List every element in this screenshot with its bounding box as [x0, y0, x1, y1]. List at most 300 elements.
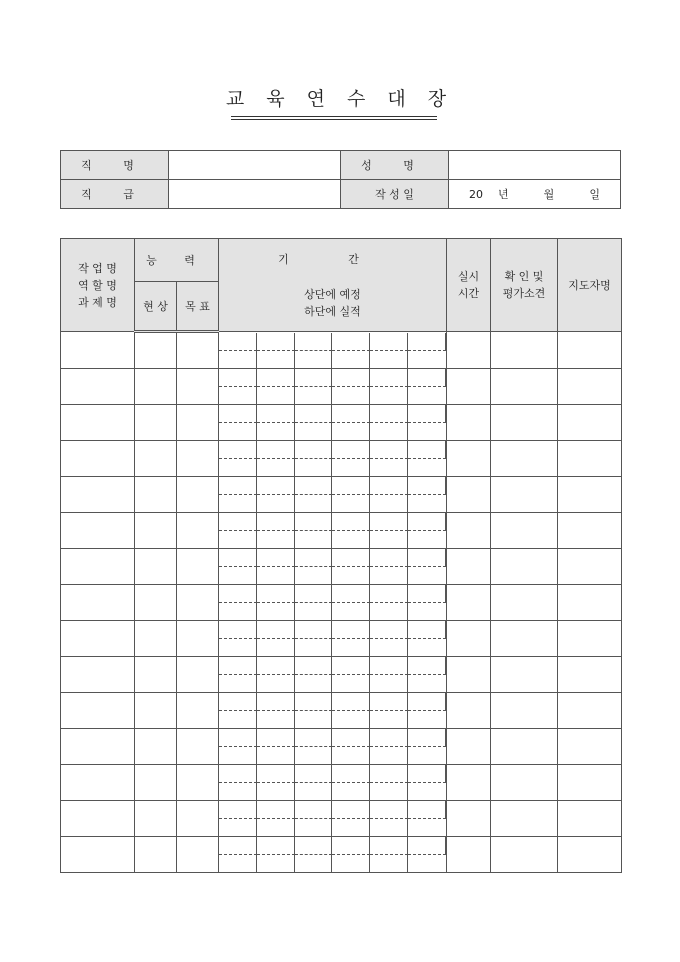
period-actual-slot[interactable] — [219, 351, 257, 368]
confirm-cell[interactable] — [491, 765, 558, 801]
ability-current-cell[interactable] — [135, 801, 177, 837]
period-planned-slot[interactable] — [219, 765, 257, 783]
period-actual-slot[interactable] — [370, 459, 408, 476]
name-label: 성 명 — [341, 151, 449, 180]
task-cell[interactable] — [61, 801, 135, 837]
task-cell[interactable] — [61, 657, 135, 693]
period-actual-slot[interactable] — [295, 567, 333, 584]
period-actual-slot[interactable] — [257, 459, 295, 476]
period-actual-slot[interactable] — [370, 819, 408, 836]
period-actual-slot[interactable] — [219, 567, 257, 584]
period-actual-slot[interactable] — [295, 531, 333, 548]
period-planned-slot[interactable] — [332, 405, 370, 423]
confirm-cell[interactable] — [491, 332, 558, 369]
period-planned-slot[interactable] — [370, 765, 408, 783]
hours-cell[interactable] — [447, 549, 491, 585]
period-cell[interactable] — [219, 765, 447, 801]
period-planned-slot[interactable] — [408, 729, 446, 747]
instructor-cell[interactable] — [558, 369, 622, 405]
task-cell[interactable] — [61, 729, 135, 765]
period-cell[interactable] — [219, 549, 447, 585]
period-actual-slot[interactable] — [295, 639, 333, 656]
period-actual-slot[interactable] — [370, 711, 408, 728]
ability-target-cell[interactable] — [177, 801, 219, 837]
period-actual-slot[interactable] — [332, 855, 370, 872]
confirm-cell[interactable] — [491, 441, 558, 477]
period-actual-slot[interactable] — [219, 783, 257, 800]
ability-target-cell[interactable] — [177, 729, 219, 765]
ability-target-cell[interactable] — [177, 549, 219, 585]
period-planned-slot[interactable] — [332, 549, 370, 567]
header-hours — [447, 239, 491, 332]
period-cell[interactable] — [219, 837, 447, 873]
period-planned-slot[interactable] — [295, 585, 333, 603]
instructor-cell[interactable] — [558, 441, 622, 477]
period-planned-slot[interactable] — [370, 369, 408, 387]
period-actual-slot[interactable] — [332, 423, 370, 440]
instructor-cell[interactable] — [558, 513, 622, 549]
log-row — [61, 332, 622, 369]
period-planned-slot[interactable] — [408, 585, 446, 603]
period-planned-slot[interactable] — [408, 477, 446, 495]
period-planned-slot[interactable] — [257, 477, 295, 495]
period-planned-slot[interactable] — [257, 405, 295, 423]
ability-target-cell[interactable] — [177, 441, 219, 477]
period-planned-slot[interactable] — [219, 837, 257, 855]
period-cell[interactable] — [219, 477, 447, 513]
period-planned-slot[interactable] — [295, 837, 333, 855]
ability-target-cell[interactable] — [177, 369, 219, 405]
period-planned-slot[interactable] — [332, 837, 370, 855]
period-planned-slot[interactable] — [257, 549, 295, 567]
period-planned-slot[interactable] — [370, 477, 408, 495]
period-planned-slot[interactable] — [219, 801, 257, 819]
period-planned-slot[interactable] — [219, 585, 257, 603]
period-actual-slot[interactable] — [257, 351, 295, 368]
hours-cell[interactable] — [447, 513, 491, 549]
period-planned-slot[interactable] — [332, 729, 370, 747]
ability-current-cell[interactable] — [135, 549, 177, 585]
period-actual-slot[interactable] — [219, 531, 257, 548]
period-planned-slot[interactable] — [257, 513, 295, 531]
period-planned-slot[interactable] — [219, 333, 257, 351]
confirm-cell[interactable] — [491, 513, 558, 549]
hours-cell[interactable] — [447, 801, 491, 837]
hours-cell[interactable] — [447, 621, 491, 657]
period-planned-slot[interactable] — [219, 513, 257, 531]
ability-current-cell[interactable] — [135, 621, 177, 657]
period-actual-slot[interactable] — [257, 495, 295, 512]
hours-cell[interactable] — [447, 657, 491, 693]
period-actual-slot[interactable] — [257, 423, 295, 440]
period-actual-slot[interactable] — [219, 603, 257, 620]
period-actual-slot[interactable] — [295, 855, 333, 872]
instructor-cell[interactable] — [558, 837, 622, 873]
period-actual-slot[interactable] — [332, 639, 370, 656]
period-actual-slot[interactable] — [332, 819, 370, 836]
hours-cell[interactable] — [447, 369, 491, 405]
log-row — [61, 621, 622, 657]
period-planned-slot[interactable] — [295, 729, 333, 747]
period-actual-slot[interactable] — [257, 855, 295, 872]
instructor-cell[interactable] — [558, 585, 622, 621]
period-actual-slot[interactable] — [219, 819, 257, 836]
period-actual-slot[interactable] — [408, 711, 446, 728]
hours-cell[interactable] — [447, 405, 491, 441]
ability-current-cell[interactable] — [135, 837, 177, 873]
period-actual-slot[interactable] — [332, 531, 370, 548]
period-planned-slot[interactable] — [332, 585, 370, 603]
period-planned-slot[interactable] — [332, 657, 370, 675]
ability-target-cell[interactable] — [177, 405, 219, 441]
task-cell[interactable] — [61, 693, 135, 729]
period-planned-slot[interactable] — [370, 621, 408, 639]
period-actual-slot[interactable] — [408, 387, 446, 404]
period-planned-slot[interactable] — [295, 693, 333, 711]
ability-current-cell[interactable] — [135, 405, 177, 441]
hours-cell[interactable] — [447, 477, 491, 513]
confirm-cell[interactable] — [491, 621, 558, 657]
period-actual-slot[interactable] — [257, 603, 295, 620]
period-actual-slot[interactable] — [332, 387, 370, 404]
period-actual-slot[interactable] — [370, 747, 408, 764]
period-planned-slot[interactable] — [332, 441, 370, 459]
period-actual-slot[interactable] — [295, 711, 333, 728]
period-planned-slot[interactable] — [219, 729, 257, 747]
period-planned-slot[interactable] — [408, 549, 446, 567]
period-actual-slot[interactable] — [219, 747, 257, 764]
period-actual-slot[interactable] — [370, 423, 408, 440]
period-actual-slot[interactable] — [257, 747, 295, 764]
period-planned-slot[interactable] — [370, 405, 408, 423]
task-cell[interactable] — [61, 585, 135, 621]
confirm-cell[interactable] — [491, 405, 558, 441]
ability-current-cell[interactable] — [135, 477, 177, 513]
period-cell[interactable] — [219, 621, 447, 657]
period-actual-slot[interactable] — [219, 423, 257, 440]
period-planned-slot[interactable] — [295, 621, 333, 639]
period-planned-slot[interactable] — [332, 765, 370, 783]
hours-cell[interactable] — [447, 837, 491, 873]
confirm-cell[interactable] — [491, 369, 558, 405]
log-row — [61, 657, 622, 693]
period-actual-slot[interactable] — [408, 819, 446, 836]
period-actual-slot[interactable] — [332, 603, 370, 620]
period-actual-slot[interactable] — [332, 495, 370, 512]
ability-target-cell[interactable] — [177, 837, 219, 873]
ability-target-cell[interactable] — [177, 585, 219, 621]
period-planned-slot[interactable] — [219, 693, 257, 711]
task-cell[interactable] — [61, 369, 135, 405]
confirm-cell[interactable] — [491, 585, 558, 621]
task-cell[interactable] — [61, 765, 135, 801]
ability-target-cell[interactable] — [177, 657, 219, 693]
period-planned-slot[interactable] — [408, 369, 446, 387]
period-planned-slot[interactable] — [408, 693, 446, 711]
period-planned-slot[interactable] — [219, 369, 257, 387]
period-planned-slot[interactable] — [408, 657, 446, 675]
period-actual-slot[interactable] — [332, 351, 370, 368]
confirm-cell[interactable] — [491, 477, 558, 513]
period-planned-slot[interactable] — [257, 441, 295, 459]
period-actual-slot[interactable] — [295, 495, 333, 512]
period-actual-slot[interactable] — [370, 675, 408, 692]
ability-current-cell[interactable] — [135, 513, 177, 549]
period-actual-slot[interactable] — [295, 747, 333, 764]
period-actual-slot[interactable] — [295, 675, 333, 692]
header-hours-line: 시간 — [457, 287, 480, 300]
period-actual-slot[interactable] — [295, 459, 333, 476]
period-planned-slot[interactable] — [408, 333, 446, 351]
period-planned-slot[interactable] — [408, 405, 446, 423]
period-actual-slot[interactable] — [408, 567, 446, 584]
period-planned-slot[interactable] — [295, 369, 333, 387]
period-actual-slot[interactable] — [295, 387, 333, 404]
period-actual-slot[interactable] — [219, 387, 257, 404]
period-actual-slot[interactable] — [219, 855, 257, 872]
period-planned-slot[interactable] — [332, 513, 370, 531]
period-planned-slot[interactable] — [370, 441, 408, 459]
period-actual-slot[interactable] — [257, 387, 295, 404]
period-actual-slot[interactable] — [408, 531, 446, 548]
period-actual-slot[interactable] — [295, 423, 333, 440]
period-actual-slot[interactable] — [408, 351, 446, 368]
ability-current-cell[interactable] — [135, 657, 177, 693]
hours-cell[interactable] — [447, 765, 491, 801]
period-planned-slot[interactable] — [257, 621, 295, 639]
instructor-cell[interactable] — [558, 549, 622, 585]
task-cell[interactable] — [61, 332, 135, 369]
period-cell[interactable] — [219, 369, 447, 405]
period-actual-slot[interactable] — [295, 819, 333, 836]
period-actual-slot[interactable] — [370, 783, 408, 800]
period-actual-slot[interactable] — [257, 711, 295, 728]
period-cell[interactable] — [219, 585, 447, 621]
period-actual-slot[interactable] — [408, 423, 446, 440]
period-planned-slot[interactable] — [408, 441, 446, 459]
hours-cell[interactable] — [447, 693, 491, 729]
hours-cell[interactable] — [447, 585, 491, 621]
task-cell[interactable] — [61, 837, 135, 873]
period-actual-slot[interactable] — [219, 711, 257, 728]
period-planned-slot[interactable] — [370, 585, 408, 603]
task-cell[interactable] — [61, 621, 135, 657]
period-planned-slot[interactable] — [370, 657, 408, 675]
instructor-cell[interactable] — [558, 729, 622, 765]
period-cell[interactable] — [219, 693, 447, 729]
period-planned-slot[interactable] — [295, 801, 333, 819]
period-planned-slot[interactable] — [332, 369, 370, 387]
task-cell[interactable] — [61, 513, 135, 549]
period-planned-slot[interactable] — [332, 693, 370, 711]
instructor-cell[interactable] — [558, 621, 622, 657]
period-actual-slot[interactable] — [295, 351, 333, 368]
period-actual-slot[interactable] — [370, 603, 408, 620]
period-cell[interactable] — [219, 441, 447, 477]
period-cell[interactable] — [219, 801, 447, 837]
confirm-cell[interactable] — [491, 729, 558, 765]
period-planned-slot[interactable] — [370, 801, 408, 819]
period-planned-slot[interactable] — [295, 441, 333, 459]
instructor-cell[interactable] — [558, 801, 622, 837]
confirm-cell[interactable] — [491, 657, 558, 693]
period-planned-slot[interactable] — [332, 477, 370, 495]
period-actual-slot[interactable] — [257, 783, 295, 800]
period-actual-slot[interactable] — [219, 639, 257, 656]
ability-current-cell[interactable] — [135, 729, 177, 765]
period-planned-slot[interactable] — [332, 801, 370, 819]
period-planned-slot[interactable] — [408, 621, 446, 639]
period-actual-slot[interactable] — [332, 783, 370, 800]
hours-cell[interactable] — [447, 729, 491, 765]
period-planned-slot[interactable] — [257, 801, 295, 819]
period-actual-slot[interactable] — [370, 387, 408, 404]
period-actual-slot[interactable] — [408, 639, 446, 656]
period-planned-slot[interactable] — [295, 765, 333, 783]
ability-target-cell[interactable] — [177, 621, 219, 657]
confirm-cell[interactable] — [491, 693, 558, 729]
period-actual-slot[interactable] — [408, 747, 446, 764]
period-planned-slot[interactable] — [332, 621, 370, 639]
ability-target-cell[interactable] — [177, 765, 219, 801]
task-cell[interactable] — [61, 477, 135, 513]
period-actual-slot[interactable] — [408, 675, 446, 692]
period-planned-slot[interactable] — [332, 333, 370, 351]
period-actual-slot[interactable] — [370, 639, 408, 656]
ability-target-cell[interactable] — [177, 477, 219, 513]
period-planned-slot[interactable] — [295, 333, 333, 351]
confirm-cell[interactable] — [491, 549, 558, 585]
period-actual-slot[interactable] — [370, 351, 408, 368]
period-planned-slot[interactable] — [219, 621, 257, 639]
period-planned-slot[interactable] — [370, 837, 408, 855]
period-planned-slot[interactable] — [370, 333, 408, 351]
period-actual-slot[interactable] — [257, 675, 295, 692]
page-title: 교 육 연 수 대 장 — [225, 88, 455, 110]
confirm-cell[interactable] — [491, 801, 558, 837]
period-actual-slot[interactable] — [370, 495, 408, 512]
ability-target-cell[interactable] — [177, 513, 219, 549]
period-actual-slot[interactable] — [257, 819, 295, 836]
period-planned-slot[interactable] — [219, 549, 257, 567]
period-cell[interactable] — [219, 729, 447, 765]
period-planned-slot[interactable] — [295, 657, 333, 675]
period-planned-slot[interactable] — [295, 405, 333, 423]
ability-current-cell[interactable] — [135, 765, 177, 801]
period-actual-slot[interactable] — [408, 495, 446, 512]
header-task-line: 역 할 명 — [78, 278, 117, 292]
task-cell[interactable] — [61, 441, 135, 477]
instructor-cell[interactable] — [558, 657, 622, 693]
period-planned-slot[interactable] — [408, 801, 446, 819]
period-planned-slot[interactable] — [370, 729, 408, 747]
period-planned-slot[interactable] — [408, 513, 446, 531]
period-planned-slot[interactable] — [295, 549, 333, 567]
period-actual-slot[interactable] — [370, 855, 408, 872]
period-actual-slot[interactable] — [332, 711, 370, 728]
ability-target-cell[interactable] — [177, 693, 219, 729]
period-planned-slot[interactable] — [219, 441, 257, 459]
period-planned-slot[interactable] — [295, 513, 333, 531]
name-field[interactable] — [449, 151, 621, 180]
period-actual-slot[interactable] — [295, 603, 333, 620]
ability-current-cell[interactable] — [135, 332, 177, 369]
instructor-cell[interactable] — [558, 693, 622, 729]
ability-target-cell[interactable] — [177, 332, 219, 369]
period-actual-slot[interactable] — [257, 531, 295, 548]
period-actual-slot[interactable] — [219, 495, 257, 512]
period-actual-slot[interactable] — [332, 747, 370, 764]
log-row — [61, 765, 622, 801]
period-planned-slot[interactable] — [408, 837, 446, 855]
period-actual-slot[interactable] — [408, 603, 446, 620]
period-actual-slot[interactable] — [219, 675, 257, 692]
period-planned-slot[interactable] — [219, 657, 257, 675]
period-actual-slot[interactable] — [408, 855, 446, 872]
period-actual-slot[interactable] — [219, 459, 257, 476]
period-planned-slot[interactable] — [257, 765, 295, 783]
period-planned-slot[interactable] — [257, 657, 295, 675]
ability-current-cell[interactable] — [135, 369, 177, 405]
period-actual-slot[interactable] — [257, 567, 295, 584]
hours-cell[interactable] — [447, 332, 491, 369]
period-cell[interactable] — [219, 657, 447, 693]
instructor-cell[interactable] — [558, 332, 622, 369]
ability-current-cell[interactable] — [135, 585, 177, 621]
period-actual-slot[interactable] — [370, 567, 408, 584]
period-planned-slot[interactable] — [219, 477, 257, 495]
header-task — [61, 239, 135, 332]
period-actual-slot[interactable] — [408, 783, 446, 800]
period-actual-slot[interactable] — [257, 639, 295, 656]
period-planned-slot[interactable] — [257, 729, 295, 747]
period-planned-slot[interactable] — [295, 477, 333, 495]
period-planned-slot[interactable] — [370, 513, 408, 531]
period-actual-slot[interactable] — [332, 675, 370, 692]
period-actual-slot[interactable] — [370, 531, 408, 548]
job-title-field[interactable] — [169, 151, 341, 180]
period-planned-slot[interactable] — [257, 333, 295, 351]
period-planned-slot[interactable] — [257, 585, 295, 603]
period-cell[interactable] — [219, 513, 447, 549]
task-cell[interactable] — [61, 405, 135, 441]
period-planned-slot[interactable] — [257, 693, 295, 711]
period-actual-slot[interactable] — [295, 783, 333, 800]
hours-cell[interactable] — [447, 441, 491, 477]
rank-field[interactable] — [169, 180, 341, 209]
instructor-cell[interactable] — [558, 477, 622, 513]
instructor-cell[interactable] — [558, 405, 622, 441]
ability-current-cell[interactable] — [135, 693, 177, 729]
period-planned-slot[interactable] — [370, 693, 408, 711]
period-cell[interactable] — [219, 332, 447, 369]
period-actual-slot[interactable] — [332, 459, 370, 476]
period-actual-slot[interactable] — [408, 459, 446, 476]
written-date-field[interactable] — [449, 180, 621, 209]
ability-current-cell[interactable] — [135, 441, 177, 477]
period-planned-slot[interactable] — [219, 405, 257, 423]
period-planned-slot[interactable] — [257, 837, 295, 855]
header-period-title: 기 간 — [278, 252, 387, 266]
period-planned-slot[interactable] — [257, 369, 295, 387]
task-cell[interactable] — [61, 549, 135, 585]
period-actual-slot[interactable] — [332, 567, 370, 584]
period-planned-slot[interactable] — [370, 549, 408, 567]
confirm-cell[interactable] — [491, 837, 558, 873]
period-planned-slot[interactable] — [408, 765, 446, 783]
instructor-cell[interactable] — [558, 765, 622, 801]
period-cell[interactable] — [219, 405, 447, 441]
